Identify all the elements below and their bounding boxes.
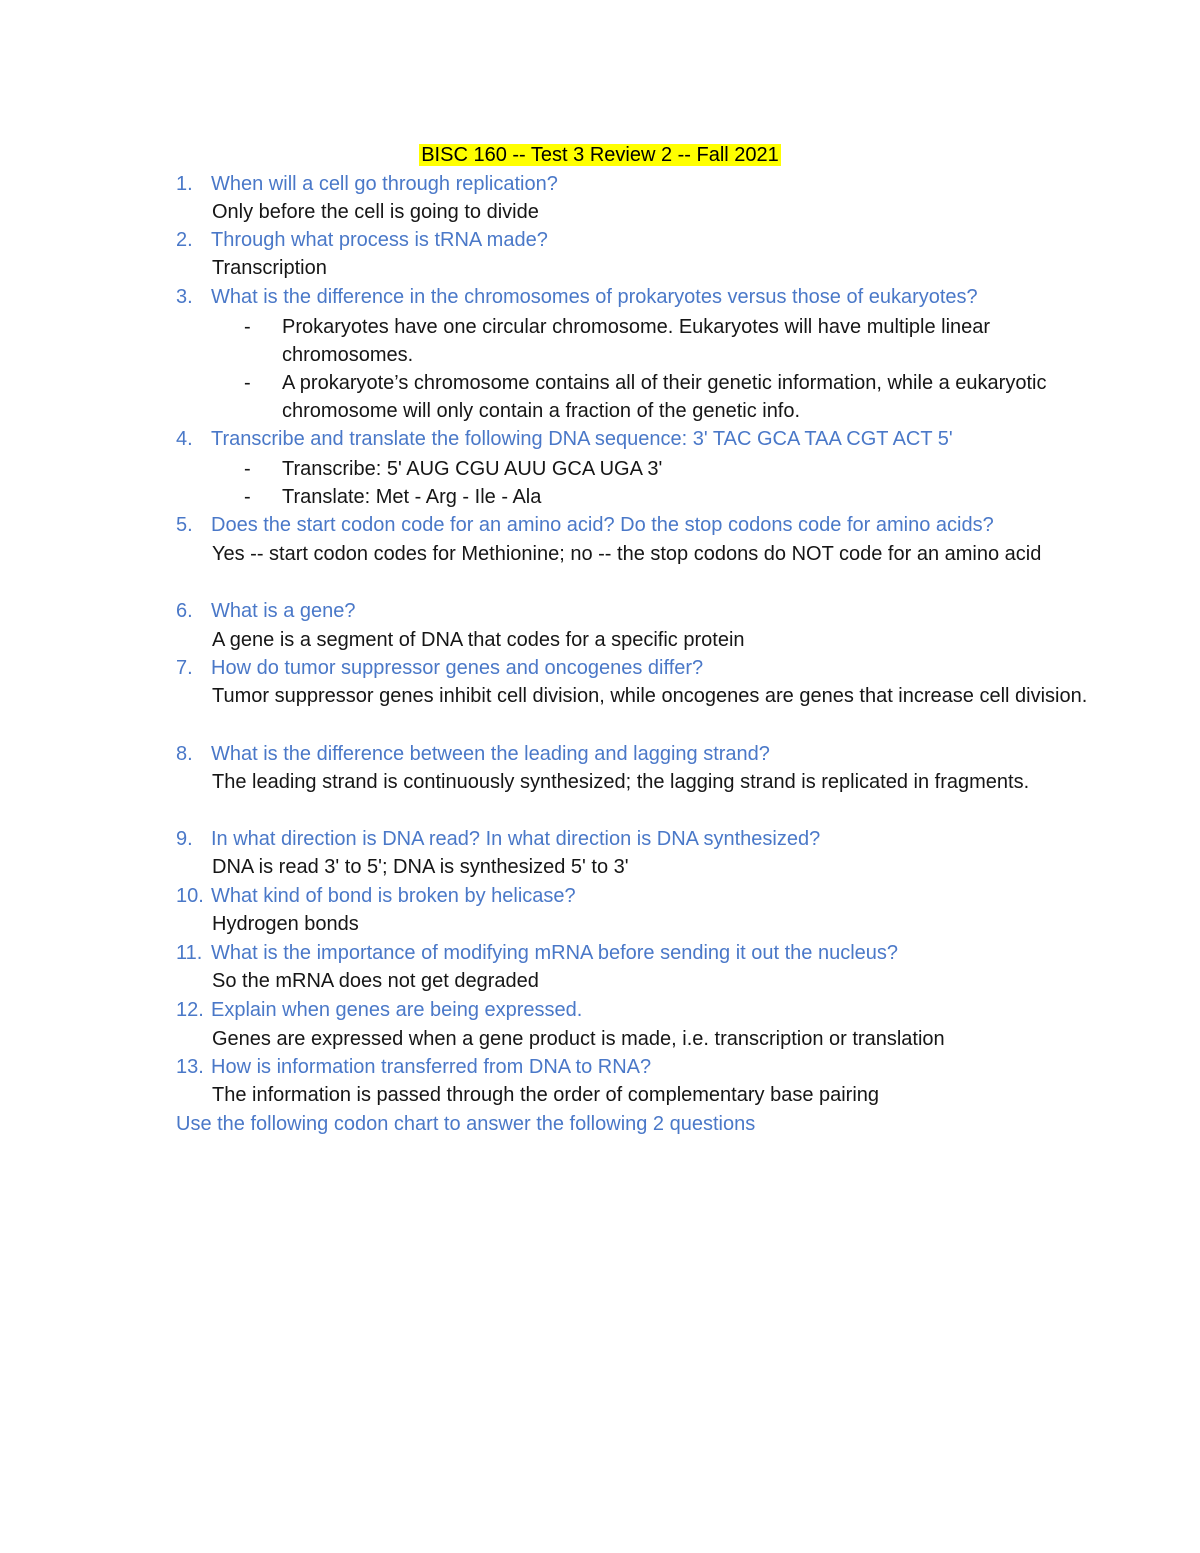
question-10 (176, 882, 1106, 910)
question-text: Explain when genes are being expressed. (211, 999, 583, 1021)
answer-13: The information is passed through the order of complementary base pairing (212, 1084, 880, 1106)
bullet-4-2 (244, 483, 1064, 511)
bullet-dash: - (244, 372, 251, 394)
answer-7: Tumor suppressor genes inhibit cell division, while oncogenes are genes that increase cell division. (212, 685, 1088, 707)
question-text: In what direction is DNA read? In what direction is DNA synthesized? (211, 828, 821, 850)
document-title: BISC 160 -- Test 3 Review 2 -- Fall 2021 (421, 144, 779, 166)
question-8 (176, 740, 1106, 768)
question-text: How do tumor suppressor genes and oncogenes differ? (211, 657, 704, 679)
question-5 (176, 511, 1106, 539)
question-number: 13. (176, 1056, 204, 1078)
answer-6: A gene is a segment of DNA that codes for a specific protein (212, 629, 745, 651)
bullet-dash: - (244, 458, 251, 480)
question-7 (176, 654, 1106, 682)
question-1 (176, 170, 1106, 198)
question-text: Through what process is tRNA made? (211, 229, 548, 251)
answer-12: Genes are expressed when a gene product is made, i.e. transcription or translation (212, 1028, 945, 1050)
bullet-3-1 (244, 313, 1064, 369)
question-12 (176, 996, 1106, 1024)
question-text: What is a gene? (211, 600, 356, 622)
question-text: What kind of bond is broken by helicase? (211, 885, 576, 907)
question-number: 8. (176, 743, 193, 765)
question-text: How is information transferred from DNA to RNA? (211, 1056, 652, 1078)
answer-8: The leading strand is continuously synthesized; the lagging strand is replicated in fragments. (212, 771, 1030, 793)
bullet-3-2 (244, 369, 1064, 425)
question-text: Does the start codon code for an amino acid? Do the stop codons code for amino acids? (211, 514, 994, 536)
question-2 (176, 226, 1106, 254)
question-number: 6. (176, 600, 193, 622)
answer-2: Transcription (212, 257, 327, 279)
answer-5: Yes -- start codon codes for Methionine; no -- the stop codons do NOT code for an amino acid (212, 543, 1042, 565)
answer-10: Hydrogen bonds (212, 913, 359, 935)
question-text: Transcribe and translate the following DNA sequence: 3' TAC GCA TAA CGT ACT 5' (211, 428, 953, 450)
question-text: What is the difference between the leading and lagging strand? (211, 743, 770, 765)
bullet-text: Translate: Met - Arg - Ile - Ala (282, 486, 542, 508)
question-number: 4. (176, 428, 193, 450)
bullet-dash: - (244, 486, 251, 508)
question-text: What is the importance of modifying mRNA before sending it out the nucleus? (211, 942, 899, 964)
question-number: 3. (176, 286, 193, 308)
bullet-dash: - (244, 316, 251, 338)
question-number: 12. (176, 999, 204, 1021)
question-text: When will a cell go through replication? (211, 173, 558, 195)
bullet-4-1 (244, 455, 1064, 483)
question-text: What is the difference in the chromosomes of prokaryotes versus those of eukaryotes? (211, 286, 978, 308)
bullet-text: Prokaryotes have one circular chromosome. Eukaryotes will have multiple linear chromosomes. (282, 316, 991, 366)
question-number: 2. (176, 229, 193, 251)
title-line (0, 141, 1200, 169)
question-6 (176, 597, 1106, 625)
question-11 (176, 939, 1106, 967)
bullet-text: A prokaryote’s chromosome contains all of their genetic information, while a eukaryotic chromosome will only contain a fraction of the genetic info. (282, 372, 1047, 422)
bullet-text: Transcribe: 5' AUG CGU AUU GCA UGA 3' (282, 458, 663, 480)
question-number: 10. (176, 885, 204, 907)
question-4 (176, 425, 1106, 453)
question-3 (176, 283, 1106, 311)
question-number: 7. (176, 657, 193, 679)
answer-1: Only before the cell is going to divide (212, 201, 539, 223)
question-number: 1. (176, 173, 193, 195)
question-number: 11. (176, 942, 203, 964)
question-number: 5. (176, 514, 193, 536)
question-number: 9. (176, 828, 193, 850)
answer-11: So the mRNA does not get degraded (212, 970, 539, 992)
question-13 (176, 1053, 1106, 1081)
answer-9: DNA is read 3' to 5'; DNA is synthesized 5' to 3' (212, 856, 629, 878)
question-9 (176, 825, 1106, 853)
codon-chart-instruction: Use the following codon chart to answer the following 2 questions (176, 1113, 756, 1135)
